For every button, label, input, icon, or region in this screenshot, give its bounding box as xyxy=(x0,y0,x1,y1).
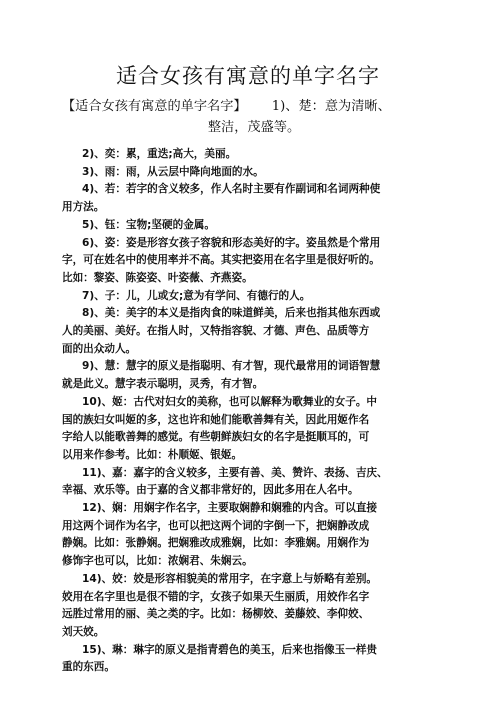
paragraph-line: 面的出众动人。 xyxy=(62,342,137,355)
paragraph-line: 3)、雨：雨，从云层中降向地面的水。 xyxy=(82,165,264,178)
paragraph xyxy=(62,394,442,465)
paragraph-line: 重的东西。 xyxy=(62,661,115,674)
paragraph-line: 远胜过常用的丽、美之类的字。比如：杨柳姣、姜藤姣、李仰姣、 xyxy=(62,608,370,621)
paragraph-line: 字给人以能歌善舞的感觉。有些朝鲜族妇女的名字是挺顺耳的，可 xyxy=(62,431,370,444)
paragraph-line: 14)、姣：姣是形容相貌美的常用字，在字意上与娇略有差别。 xyxy=(82,572,378,585)
paragraph-line: 刘天姣。 xyxy=(62,625,105,638)
paragraph-line: 4)、若：若字的含义较多，作人名时主要有作副词和名词两种使 xyxy=(82,183,381,196)
intro-paragraph xyxy=(62,96,446,138)
paragraph-line: 12)、娴：用娴字作名字，主要取娴静和娴雅的内含。可以直接 xyxy=(82,502,378,515)
paragraph xyxy=(62,235,442,288)
intro-line-1: 【适合女孩有寓意的单字名字】 1)、楚：意为清晰、 xyxy=(62,99,391,114)
paragraph-line: 11)、嘉：嘉字的含义较多，主要有善、美、赞许、表扬、吉庆、 xyxy=(82,466,388,479)
paragraph-line: 5)、钰：宝物;坚硬的金属。 xyxy=(82,218,215,231)
document-body xyxy=(62,146,442,677)
paragraph-line: 以用来作参考。比如：朴顺姬、银姬。 xyxy=(62,448,243,461)
paragraph-line: 6)、姿：姿是形容女孩子容貌和形态美好的字。姿虽然是个常用 xyxy=(82,236,381,249)
paragraph xyxy=(62,164,442,182)
paragraph xyxy=(62,642,442,677)
paragraph xyxy=(62,288,442,306)
paragraph-line: 人的美丽、美好。在指人时，又特指容貌、才德、声色、品质等方 xyxy=(62,325,370,338)
paragraph-line: 用方法。 xyxy=(62,201,105,214)
paragraph-line: 10)、姬：古代对妇女的美称，也可以解释为歌舞业的女子。中 xyxy=(82,395,378,408)
paragraph-line: 7)、子：儿，儿或女;意为有学问、有德行的人。 xyxy=(82,289,311,302)
paragraph-line: 国的族妇女叫姬的多，这也许和她们能歌善舞有关，因此用姬作名 xyxy=(62,413,370,426)
paragraph-line: 8)、美：美字的本义是指肉食的味道鲜美，后来也指其他东西或 xyxy=(82,307,381,320)
paragraph-line: 幸福、欢乐等。由于嘉的含义都非常好的，因此多用在人名中。 xyxy=(62,484,359,497)
paragraph xyxy=(62,465,442,500)
paragraph-line: 用这两个词作为名字，也可以把这两个词的字倒一下，把娴静改成 xyxy=(62,519,370,532)
document-title: 适合女孩有寓意的单字名字 xyxy=(116,64,380,88)
paragraph-line: 9)、慧：慧字的原义是指聪明、有才智，现代最常用的词语智慧 xyxy=(82,360,381,373)
paragraph-line: 修饰字也可以，比如：浓娴君、朱娴云。 xyxy=(62,555,253,568)
paragraph-line: 比如：黎姿、陈姿姿、叶姿薇、齐燕姿。 xyxy=(62,271,253,284)
paragraph xyxy=(62,305,442,358)
intro-line-2: 整洁，茂盛等。 xyxy=(207,120,301,135)
paragraph xyxy=(62,217,442,235)
paragraph xyxy=(62,146,442,164)
paragraph xyxy=(62,181,442,216)
paragraph xyxy=(62,500,442,571)
paragraph xyxy=(62,358,442,393)
paragraph xyxy=(62,571,442,642)
paragraph-line: 姣用在名字里也是很不错的字，女孩子如果天生丽质，用姣作名字 xyxy=(62,590,370,603)
paragraph-line: 就是此义。慧字表示聪明，灵秀，有才智。 xyxy=(62,378,264,391)
paragraph-line: 2)、奕：累，重迭;高大，美丽。 xyxy=(82,148,237,160)
paragraph-line: 静娴。比如：张静娴。把娴雅改成雅娴，比如：李雅娴。用娴作为 xyxy=(62,537,370,550)
paragraph-line: 字，可在姓名中的使用率并不高。其实把姿用在名字里是很好听的。 xyxy=(62,254,380,267)
paragraph-line: 15)、琳：琳字的原义是指青碧色的美玉，后来也指像玉一样贵 xyxy=(82,643,378,656)
